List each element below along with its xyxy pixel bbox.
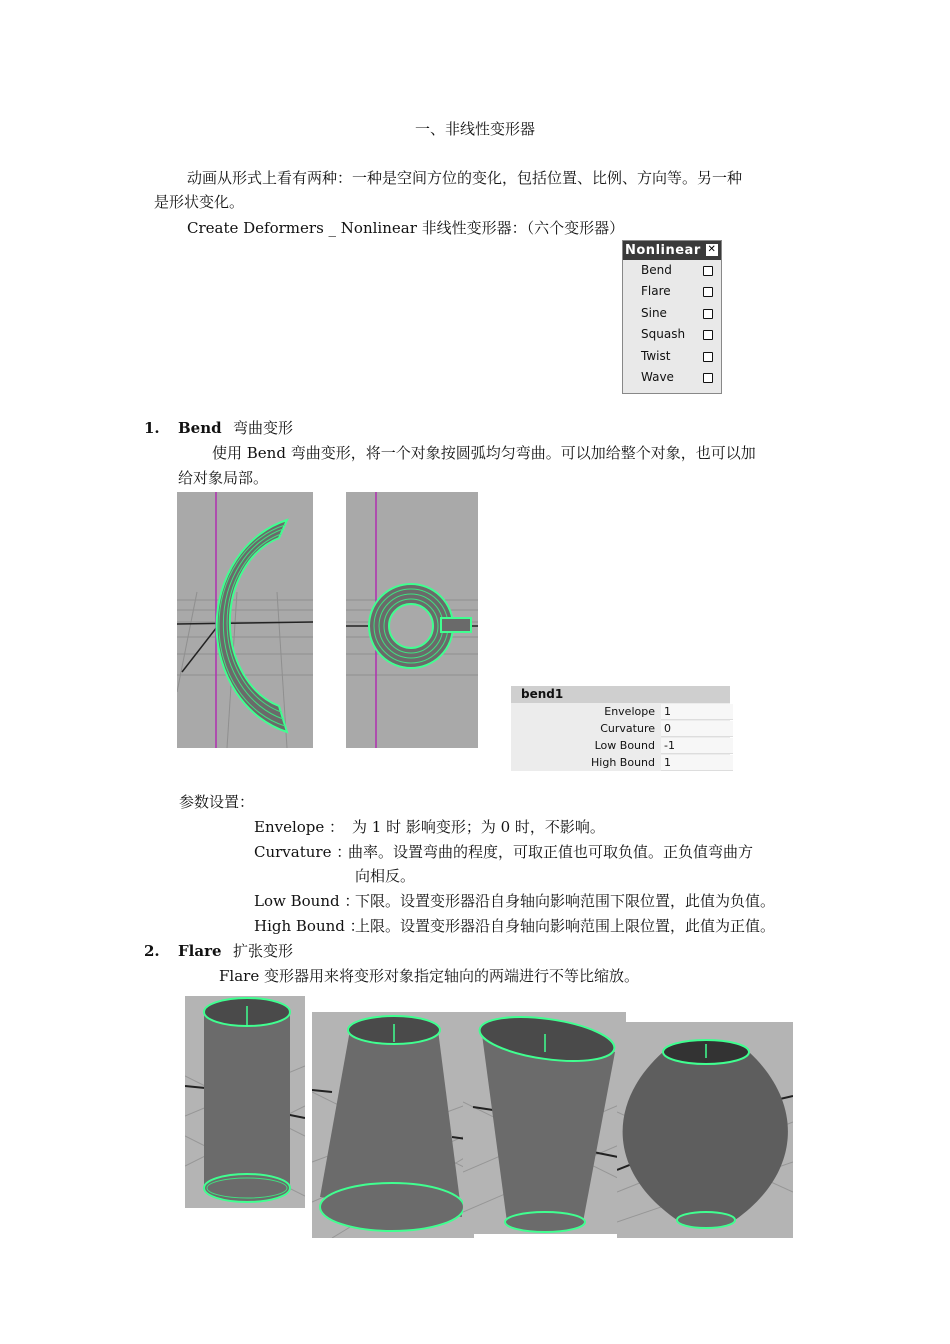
attr-row-envelope (511, 703, 730, 720)
nonlinear-menu-title: Nonlinear (625, 243, 701, 258)
option-box-icon[interactable] (703, 373, 713, 383)
menu-item-label: Bend (641, 263, 672, 277)
menu-item-twist[interactable] (623, 346, 721, 367)
bend-viewport-image-1 (177, 492, 313, 748)
nonlinear-menu (622, 240, 722, 394)
section-2-desc: Flare 变形器用来将变形对象指定轴向的两端进行不等比缩放。 (219, 967, 639, 985)
section-1-desc-2: 给对象局部。 (178, 469, 269, 487)
section-1-desc-1: 使用 Bend 弯曲变形，将一个对象按圆弧均匀弯曲。可以加给整个对象，也可以加 (212, 444, 756, 462)
option-box-icon[interactable] (703, 309, 713, 319)
low-bound-field[interactable]: -1 (661, 738, 733, 754)
param-name-envelope: Envelope ： (254, 818, 345, 836)
attr-row-curvature (511, 720, 730, 737)
section-1-name: Bend (178, 419, 222, 437)
bend-viewport-image-2 (346, 492, 478, 748)
section-2-name: Flare (178, 942, 222, 960)
option-box-icon[interactable] (703, 330, 713, 340)
menu-item-flare[interactable] (623, 281, 721, 302)
page-title: 一、非线性变形器 (414, 120, 535, 138)
close-icon[interactable]: ✕ (707, 244, 717, 255)
menu-item-label: Squash (641, 327, 686, 342)
param-text-high-bound: 上限。设置变形器沿自身轴向影响范围上限位置，此值为正值。 (355, 917, 776, 935)
section-2-cn-name: 扩张变形 (233, 942, 294, 960)
section-2-number: 2. (144, 942, 160, 960)
section-1-number: 1. (144, 419, 160, 437)
menu-item-label: Twist (641, 348, 671, 363)
option-box-icon[interactable] (703, 266, 713, 276)
intro-line-3: Create Deformers _ Nonlinear 非线性变形器：（六个变形器） (187, 219, 625, 237)
attr-label: High Bound (591, 756, 655, 769)
attr-row-low-bound (511, 737, 730, 754)
high-bound-field[interactable]: 1 (661, 755, 733, 771)
param-name-high-bound: High Bound ： (254, 917, 365, 935)
flare-viewport-image-3 (463, 1012, 626, 1234)
menu-item-label: Sine (641, 305, 667, 320)
nonlinear-menu-header (623, 241, 721, 260)
flare-viewport-image-1 (185, 996, 305, 1208)
panel-title: bend1 (511, 686, 730, 703)
attr-label: Low Bound (594, 739, 655, 752)
menu-item-label: Flare (641, 284, 671, 299)
menu-item-wave[interactable] (623, 367, 721, 388)
option-box-icon[interactable] (703, 352, 713, 362)
flare-viewport-image-4 (617, 1022, 793, 1238)
menu-item-squash[interactable] (623, 324, 721, 345)
params-heading: 参数设置： (179, 793, 255, 811)
section-1-cn-name: 弯曲变形 (233, 419, 294, 437)
menu-item-sine[interactable] (623, 303, 721, 324)
param-text-envelope: 为 1 时 影响变形；为 0 时，不影响。 (352, 818, 605, 836)
attr-label: Envelope (604, 705, 655, 718)
param-text-low-bound: 下限。设置变形器沿自身轴向影响范围下限位置，此值为负值。 (355, 892, 776, 910)
option-box-icon[interactable] (703, 287, 713, 297)
intro-line-1: 动画从形式上看有两种：一种是空间方位的变化，包括位置、比例、方向等。另一种 (187, 169, 743, 187)
param-text-curvature: 曲率。设置弯曲的程度，可取正值也可取负值。正负值弯曲方 (348, 843, 754, 861)
curvature-field[interactable]: 0 (661, 721, 733, 737)
bend1-attribute-panel (511, 686, 730, 771)
param-name-curvature: Curvature ： (254, 843, 352, 861)
menu-item-label: Wave (641, 369, 674, 384)
menu-item-bend[interactable] (623, 260, 721, 281)
param-name-low-bound: Low Bound ： (254, 892, 360, 910)
flare-viewport-image-2 (312, 1012, 474, 1238)
attr-label: Curvature (600, 722, 655, 735)
envelope-field[interactable]: 1 (661, 704, 733, 720)
attr-row-high-bound (511, 754, 730, 771)
param-text-curvature-cont: 向相反。 (355, 867, 416, 885)
intro-line-2: 是形状变化。 (154, 193, 245, 211)
